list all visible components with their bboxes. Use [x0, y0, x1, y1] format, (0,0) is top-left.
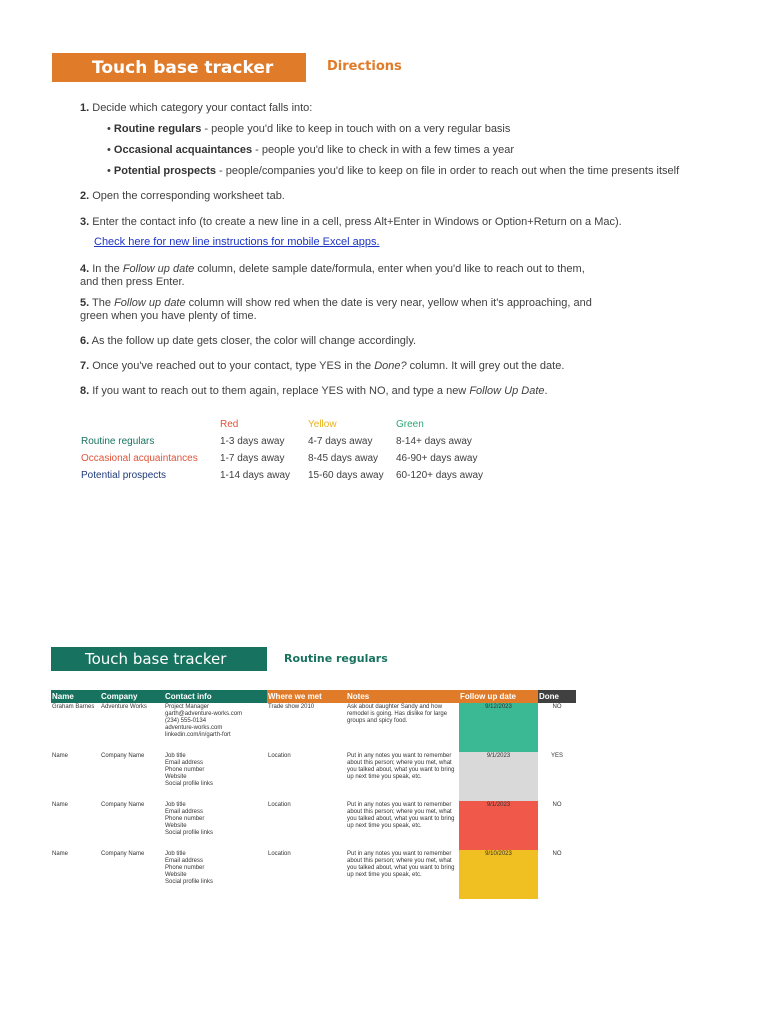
table-row	[51, 850, 576, 899]
legend-yellow-range: 4-7 days away	[308, 436, 373, 447]
cell-notes: Put in any notes you want to remember about this person; where you met, what you talked about, what you want to bring up next time you speak, etc.	[347, 753, 455, 780]
legend-header-yellow: Yellow	[308, 419, 337, 430]
step-text: column. It will grey out the date.	[406, 360, 565, 372]
step-text: column will show red when the date is very near, yellow when it's approaching, and	[185, 297, 592, 309]
color-legend-table	[81, 416, 496, 484]
legend-category: Routine regulars	[81, 436, 155, 447]
step-number: 5.	[80, 297, 90, 309]
column-header-follow-up-date: Follow up date	[459, 690, 538, 703]
cell-name: Graham Barnes	[52, 704, 95, 710]
column-header-company: Company	[100, 690, 164, 703]
cell-company: Company Name	[101, 802, 145, 808]
bullet-routine: • Routine regulars - people you'd like to keep in touch with on a very regular basis	[107, 123, 511, 135]
cell-company: Company Name	[101, 753, 145, 759]
step-8	[80, 385, 548, 398]
step-number: 8.	[80, 385, 90, 397]
cell-where-we-met: Location	[268, 753, 291, 759]
cell-follow-up-date: 9/1/2023	[459, 801, 538, 850]
legend-green-range: 8-14+ days away	[396, 436, 472, 447]
step-text: and then press Enter.	[80, 276, 185, 288]
step-text: If you want to reach out to them again, replace YES with NO, and type a new	[89, 385, 470, 397]
legend-row	[81, 450, 496, 467]
cell-done: NO	[552, 704, 562, 710]
cell-contact-info: Project Manager garth@adventure-works.com (234) 555-0134 adventure-works.com linkedin.com/in/garth-fort	[165, 704, 243, 738]
step-2	[80, 190, 285, 203]
bullet-text: - people you'd like to keep in touch with on a very regular basis	[201, 123, 511, 135]
step-emphasis: Follow Up Date	[469, 385, 545, 397]
page-title: Touch base tracker	[92, 57, 274, 78]
cell-company: Adventure Works	[101, 704, 147, 710]
step-5	[80, 297, 592, 323]
step-3	[80, 216, 622, 229]
preview-subtitle: Routine regulars	[284, 652, 388, 665]
step-text: .	[544, 385, 548, 397]
tracker-table	[51, 690, 576, 899]
cell-contact-info: Job title Email address Phone number Website Social profile links	[165, 802, 214, 836]
legend-red-range: 1-3 days away	[220, 436, 285, 447]
step-emphasis: Follow up date	[122, 263, 195, 275]
mobile-instructions-link[interactable]: Check here for new line instructions for mobile Excel apps.	[94, 236, 380, 248]
legend-green-range: 46-90+ days away	[396, 453, 478, 464]
bullet-label: Occasional acquaintances	[113, 144, 253, 156]
cell-where-we-met: Trade show 2010	[268, 704, 315, 710]
step-6	[80, 335, 416, 348]
cell-done: NO	[552, 851, 562, 857]
step-number: 3.	[80, 216, 90, 228]
step-4	[80, 263, 585, 289]
cell-contact-info: Job title Email address Phone number Website Social profile links	[165, 753, 214, 787]
step-emphasis: Done?	[374, 360, 407, 372]
cell-where-we-met: Location	[268, 802, 291, 808]
bullet-label: Routine regulars	[113, 123, 202, 135]
tracker-header-row	[51, 690, 576, 703]
step-text: green when you have plenty of time.	[80, 310, 257, 322]
preview-title: Touch base tracker	[85, 650, 227, 668]
legend-header-red: Red	[220, 419, 239, 430]
step-text: Once you've reached out to your contact, type YES in the	[89, 360, 375, 372]
bullet-prospects: • Potential prospects - people/companies you'd like to keep on file in order to reach out when the time presents itself	[107, 165, 680, 177]
legend-category: Occasional acquaintances	[81, 453, 198, 464]
column-header-where-we-met: Where we met	[267, 690, 346, 703]
column-header-contact-info: Contact info	[164, 690, 267, 703]
step-text: column, delete sample date/formula, enter when you'd like to reach out to them,	[194, 263, 585, 275]
legend-red-range: 1-14 days away	[220, 470, 291, 481]
cell-where-we-met: Location	[268, 851, 291, 857]
cell-company: Company Name	[101, 851, 145, 857]
directions-heading: Directions	[327, 59, 402, 74]
step-emphasis: Follow up date	[114, 297, 186, 309]
preview-title-banner	[51, 647, 267, 671]
cell-contact-info: Job title Email address Phone number Website Social profile links	[165, 851, 214, 885]
cell-done: YES	[550, 753, 563, 759]
column-header-done: Done	[538, 690, 576, 703]
step-text: As the follow up date gets closer, the color will change accordingly.	[89, 335, 417, 347]
column-header-notes: Notes	[346, 690, 459, 703]
step-text: Enter the contact info (to create a new line in a cell, press Alt+Enter in Windows or Option+Return on a Mac).	[89, 216, 622, 228]
bullet-text: - people you'd like to check in with a few times a year	[252, 144, 515, 156]
cell-notes: Ask about daughter Sandy and how remodel is going. Has dislike for large groups and spicy food.	[347, 704, 448, 724]
step-text: The	[89, 297, 115, 309]
step-number: 4.	[80, 263, 90, 275]
step-number: 6.	[80, 335, 90, 347]
legend-green-range: 60-120+ days away	[396, 470, 484, 481]
step-text: Decide which category your contact falls into:	[92, 102, 313, 114]
bullet-text: - people/companies you'd like to keep on file in order to reach out when the time presents itself	[216, 165, 680, 177]
cell-name: Name	[52, 802, 69, 808]
step-text: In the	[89, 263, 123, 275]
step-number: 2.	[80, 190, 90, 202]
column-header-name: Name	[51, 690, 100, 703]
step-number: 1.	[80, 102, 90, 114]
bullet-occasional: • Occasional acquaintances - people you'd like to check in with a few times a year	[107, 144, 515, 156]
cell-done: NO	[552, 802, 562, 808]
step-7	[80, 360, 564, 373]
legend-corner	[81, 416, 220, 433]
legend-header-green: Green	[396, 419, 424, 430]
legend-row	[81, 467, 496, 484]
cell-name: Name	[52, 851, 69, 857]
cell-follow-up-date: 9/1/2023	[459, 752, 538, 801]
title-banner	[52, 53, 306, 82]
cell-name: Name	[52, 753, 69, 759]
step-number: 7.	[80, 360, 90, 372]
legend-yellow-range: 15-60 days away	[308, 470, 384, 481]
legend-red-range: 1-7 days away	[220, 453, 285, 464]
step-1	[80, 102, 312, 115]
legend-category: Potential prospects	[81, 470, 167, 481]
table-row	[51, 752, 576, 801]
step-text: Open the corresponding worksheet tab.	[89, 190, 285, 202]
legend-yellow-range: 8-45 days away	[308, 453, 379, 464]
table-row	[51, 703, 576, 752]
cell-follow-up-date: 9/10/2023	[459, 850, 538, 899]
cell-notes: Put in any notes you want to remember about this person; where you met, what you talked about, what you want to bring up next time you speak, etc.	[347, 802, 455, 829]
bullet-label: Potential prospects	[113, 165, 216, 177]
cell-notes: Put in any notes you want to remember about this person; where you met, what you talked about, what you want to bring up next time you speak, etc.	[347, 851, 455, 878]
legend-row	[81, 433, 496, 450]
table-row	[51, 801, 576, 850]
cell-follow-up-date: 9/12/2023	[459, 703, 538, 752]
